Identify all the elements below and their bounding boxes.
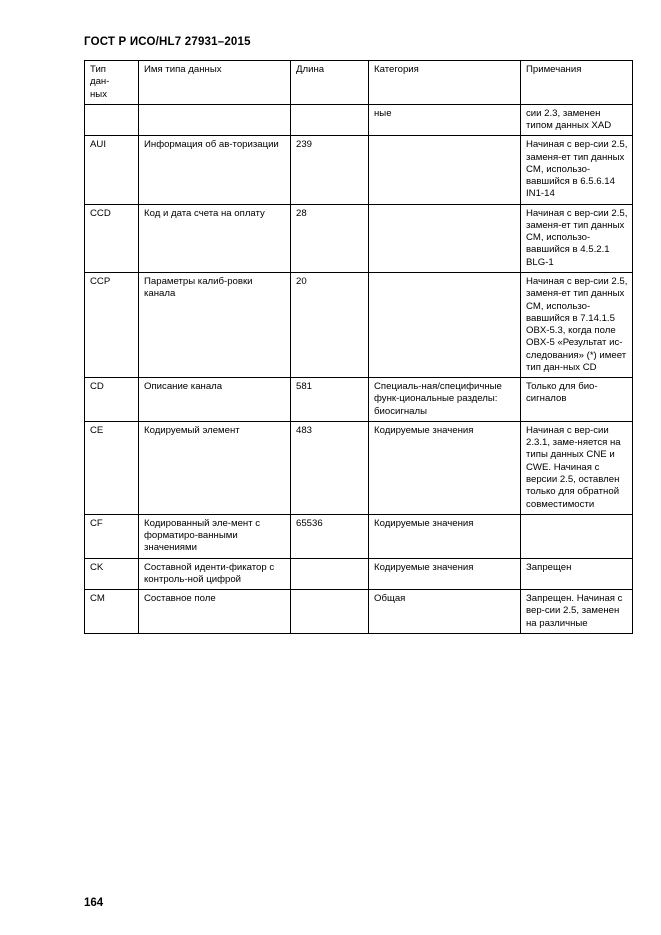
cell-name: Информация об ав-торизации bbox=[139, 136, 291, 204]
cell-notes: Начиная с вер-сии 2.5, заменя-ет тип данных CM, использо-вавшийся в 4.5.2.1 BLG-1 bbox=[521, 204, 633, 272]
cell-length bbox=[291, 104, 369, 136]
data-types-table bbox=[84, 60, 633, 634]
column-header-name: Имя типа данных bbox=[139, 61, 291, 105]
cell-type: CM bbox=[85, 590, 139, 634]
cell-length: 20 bbox=[291, 272, 369, 377]
column-header-category: Категория bbox=[369, 61, 521, 105]
cell-type bbox=[85, 104, 139, 136]
column-header-type-line1: Тип bbox=[90, 64, 106, 75]
table-row bbox=[85, 104, 633, 136]
cell-length bbox=[291, 590, 369, 634]
cell-name: Кодируемый элемент bbox=[139, 421, 291, 514]
table-header-row bbox=[85, 61, 633, 105]
cell-notes: Только для био-сигналов bbox=[521, 378, 633, 422]
cell-category bbox=[369, 136, 521, 204]
cell-notes: Начиная с вер-сии 2.3.1, заме-няется на типы данных CNE и CWE. Начиная с версии 2.5, оставлен только для обратной совместимости bbox=[521, 421, 633, 514]
cell-length: 65536 bbox=[291, 514, 369, 558]
table-row bbox=[85, 590, 633, 634]
cell-category: Общая bbox=[369, 590, 521, 634]
cell-notes: Запрещен. Начиная с вер-сии 2.5, заменен на различные bbox=[521, 590, 633, 634]
table-row bbox=[85, 421, 633, 514]
cell-category: Кодируемые значения bbox=[369, 421, 521, 514]
cell-notes: Начиная с вер-сии 2.5, заменя-ет тип данных CM, использо-вавшийся в 7.14.1.5 OBX-5.3, когда поле OBX-5 «Результат ис-следования» (*) имеет тип дан-ных CD bbox=[521, 272, 633, 377]
cell-notes: Запрещен bbox=[521, 558, 633, 590]
cell-category: Специаль-ная/специфичные функ-циональные разделы: биосигналы bbox=[369, 378, 521, 422]
column-header-type-line2: дан- bbox=[90, 76, 110, 88]
cell-category bbox=[369, 204, 521, 272]
cell-type: CD bbox=[85, 378, 139, 422]
cell-category: ные bbox=[369, 104, 521, 136]
cell-type: CF bbox=[85, 514, 139, 558]
cell-category: Кодируемые значения bbox=[369, 514, 521, 558]
table-row bbox=[85, 272, 633, 377]
table-row bbox=[85, 204, 633, 272]
column-header-notes: Примечания bbox=[521, 61, 633, 105]
cell-type: CCP bbox=[85, 272, 139, 377]
cell-length: 483 bbox=[291, 421, 369, 514]
cell-name: Составное поле bbox=[139, 590, 291, 634]
cell-name: Кодированный эле-мент с форматиро-ванными значениями bbox=[139, 514, 291, 558]
cell-name: Параметры калиб-ровки канала bbox=[139, 272, 291, 377]
table-row bbox=[85, 136, 633, 204]
cell-type: CCD bbox=[85, 204, 139, 272]
cell-length bbox=[291, 558, 369, 590]
cell-notes bbox=[521, 514, 633, 558]
cell-type: CK bbox=[85, 558, 139, 590]
cell-name bbox=[139, 104, 291, 136]
table-row bbox=[85, 558, 633, 590]
cell-length: 239 bbox=[291, 136, 369, 204]
cell-type: CE bbox=[85, 421, 139, 514]
cell-length: 581 bbox=[291, 378, 369, 422]
cell-type: AUI bbox=[85, 136, 139, 204]
document-header: ГОСТ Р ИСО/HL7 27931–2015 bbox=[84, 36, 251, 48]
column-header-type bbox=[85, 61, 139, 105]
page-number: 164 bbox=[84, 897, 104, 909]
cell-name: Описание канала bbox=[139, 378, 291, 422]
cell-notes: сии 2.3, заменен типом данных XAD bbox=[521, 104, 633, 136]
table-row bbox=[85, 514, 633, 558]
cell-name: Составной иденти-фикатор с контроль-ной цифрой bbox=[139, 558, 291, 590]
cell-category bbox=[369, 272, 521, 377]
cell-notes: Начиная с вер-сии 2.5, заменя-ет тип данных CM, использо-вавшийся в 6.5.6.14 IN1-14 bbox=[521, 136, 633, 204]
column-header-type-line3: ных bbox=[90, 88, 107, 100]
cell-length: 28 bbox=[291, 204, 369, 272]
cell-category: Кодируемые значения bbox=[369, 558, 521, 590]
column-header-length: Длина bbox=[291, 61, 369, 105]
cell-name: Код и дата счета на оплату bbox=[139, 204, 291, 272]
table-row bbox=[85, 378, 633, 422]
